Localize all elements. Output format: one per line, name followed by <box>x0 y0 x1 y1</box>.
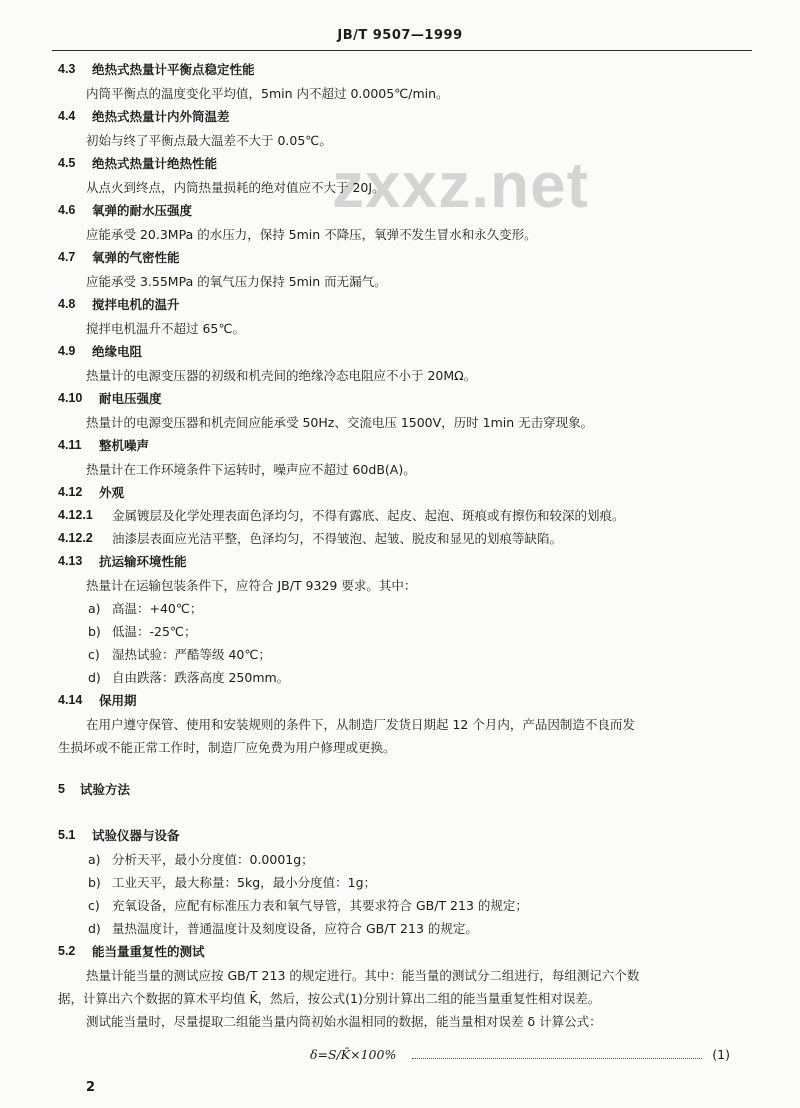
formula-expression: δ=S/K̄×100% <box>310 1047 397 1062</box>
section-number: 4.10 <box>58 391 83 405</box>
formula-1 <box>310 1047 730 1065</box>
section-body: 热量计的电源变压器和机壳间应能承受 50Hz、交流电压 1500V，历时 1min 无击穿现象。 <box>86 415 594 430</box>
list-item-mark: a) <box>88 601 101 616</box>
section-number: 4.12.2 <box>58 531 93 545</box>
list-item: 自由跌落：跌落高度 250mm。 <box>112 670 290 685</box>
section-title: 氧弹的耐水压强度 <box>92 203 193 218</box>
list-item: 高温：+40℃； <box>112 601 203 616</box>
list-item-mark: b) <box>88 624 101 639</box>
section-body: 应能承受 3.55MPa 的氧气压力保持 5min 而无漏气。 <box>86 274 387 289</box>
list-item-mark: d) <box>88 670 101 685</box>
section-number: 4.12.1 <box>58 508 93 522</box>
section-number: 4.12 <box>58 485 83 499</box>
section-number: 4.7 <box>58 250 76 264</box>
section-title: 搅拌电机的温升 <box>92 297 180 312</box>
list-item-mark: c) <box>88 898 100 913</box>
list-item: 充氧设备，应配有标准压力表和氧气导管，其要求符合 GB/T 213 的规定； <box>112 898 528 913</box>
list-item-mark: b) <box>88 875 101 890</box>
section-title: 试验仪器与设备 <box>92 828 180 843</box>
section-title: 绝热式热量计平衡点稳定性能 <box>92 62 255 77</box>
section-body: 油漆层表面应光洁平整，色泽均匀，不得皱泡、起皱、脱皮和显见的划痕等缺陷。 <box>112 531 563 546</box>
section-number: 4.9 <box>58 344 76 358</box>
watermark: zxxz.net <box>332 149 589 221</box>
section-title: 耐电压强度 <box>99 391 162 406</box>
paragraph-line: 在用户遵守保管、使用和安装规则的条件下，从制造厂发货日期起 12 个月内，产品因制造不良而发 <box>86 717 635 732</box>
section-body: 应能承受 20.3MPa 的水压力，保持 5min 不降压，氧弹不发生冒水和永久变形。 <box>86 227 537 242</box>
section-body: 热量计的电源变压器的初级和机壳间的绝缘冷态电阻应不小于 20MΩ。 <box>86 368 477 383</box>
section-number: 4.14 <box>58 693 83 707</box>
chapter-title: 试验方法 <box>80 782 131 797</box>
section-title: 保用期 <box>99 693 137 708</box>
list-item-mark: d) <box>88 921 101 936</box>
paragraph-line: 测试能当量时，尽量提取二组能当量内筒初始水温相同的数据，能当量相对误差 δ 计算公式： <box>86 1014 602 1029</box>
section-body: 热量计在运输包装条件下，应符合 JB/T 9329 要求。其中： <box>86 578 417 593</box>
header-rule <box>52 50 752 51</box>
list-item: 低温：-25℃； <box>112 624 197 639</box>
paragraph-line: 生损坏或不能正常工作时，制造厂应免费为用户修理或更换。 <box>58 740 396 755</box>
list-item: 工业天平，最大称量：5kg，最小分度值：1g； <box>112 875 377 890</box>
section-number: 4.13 <box>58 554 83 568</box>
section-title: 氧弹的气密性能 <box>92 250 180 265</box>
section-title: 绝热式热量计绝热性能 <box>92 156 218 171</box>
paragraph-line: 热量计能当量的测试应按 GB/T 213 的规定进行。其中：能当量的测试分二组进行，每组测记六个数 <box>86 968 640 983</box>
formula-leader-dots <box>412 1047 702 1059</box>
section-number: 4.8 <box>58 297 76 311</box>
list-item: 湿热试验：严酷等级 40℃； <box>112 647 271 662</box>
section-body: 搅拌电机温升不超过 65℃。 <box>86 321 245 336</box>
section-number: 4.4 <box>58 109 76 123</box>
list-item-mark: c) <box>88 647 100 662</box>
section-number: 4.5 <box>58 156 76 170</box>
page-number: 2 <box>86 1080 96 1095</box>
list-item: 量热温度计，普通温度计及刻度设备，应符合 GB/T 213 的规定。 <box>112 921 478 936</box>
section-title: 抗运输环境性能 <box>99 554 187 569</box>
section-number: 4.11 <box>58 438 82 452</box>
section-number: 4.6 <box>58 203 76 217</box>
list-item-mark: a) <box>88 852 101 867</box>
section-number: 5.2 <box>58 944 76 958</box>
formula-equation-number: (1) <box>712 1047 730 1062</box>
section-title: 能当量重复性的测试 <box>92 944 205 959</box>
list-item: 分析天平，最小分度值：0.0001g； <box>112 852 314 867</box>
section-body: 初始与终了平衡点最大温差不大于 0.05℃。 <box>86 133 332 148</box>
section-title: 外观 <box>99 485 125 500</box>
section-body: 金属镀层及化学处理表面色泽均匀，不得有露底、起皮、起泡、斑痕或有擦伤和较深的划痕。 <box>112 508 625 523</box>
section-body: 从点火到终点，内筒热量损耗的绝对值应不大于 20J。 <box>86 180 385 195</box>
chapter-number: 5 <box>58 782 65 796</box>
section-title: 整机噪声 <box>99 438 150 453</box>
standard-code-header: JB/T 9507—1999 <box>337 28 463 43</box>
section-number: 4.3 <box>58 62 76 76</box>
section-body: 内筒平衡点的温度变化平均值，5min 内不超过 0.0005℃/min。 <box>86 86 449 101</box>
paragraph-line: 据，计算出六个数据的算术平均值 K̄，然后，按公式(1)分别计算出二组的能当量重复性相对误差。 <box>58 991 601 1006</box>
section-number: 5.1 <box>58 828 76 842</box>
section-body: 热量计在工作环境条件下运转时，噪声应不超过 60dB(A)。 <box>86 462 416 477</box>
section-title: 绝热式热量计内外筒温差 <box>92 109 230 124</box>
section-title: 绝缘电阻 <box>92 344 143 359</box>
